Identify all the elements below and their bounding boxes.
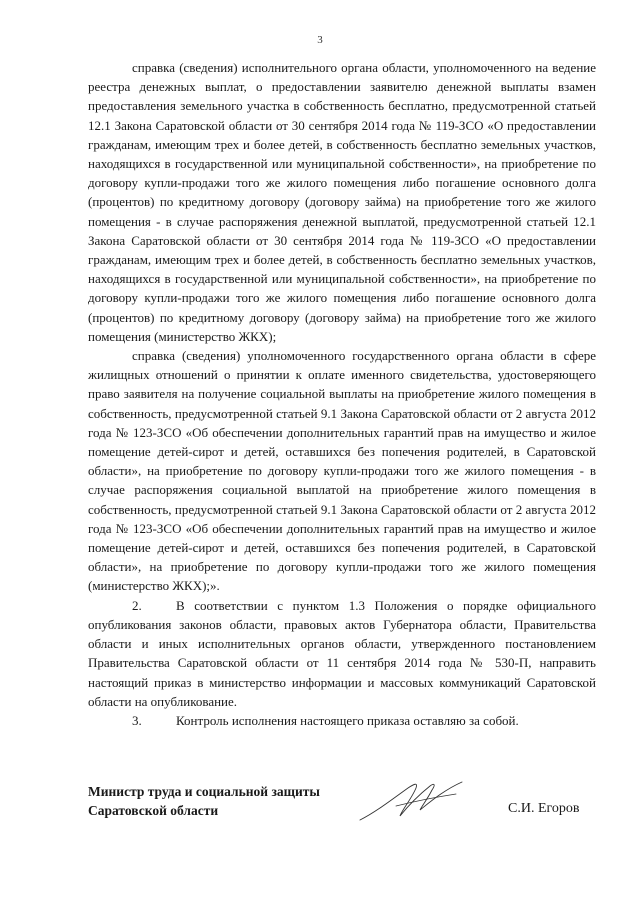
item-number: 3. — [132, 712, 142, 728]
numbered-item-publication — [88, 596, 596, 711]
item-text: Контроль исполнения настоящего приказа оставляю за собой. — [176, 712, 519, 728]
signatory-title — [88, 782, 320, 820]
item-number: 2. — [132, 597, 142, 613]
paragraph-certificate-land-payment: справка (сведения) исполнительного органа области, уполномоченного на ведение реестра денежных выплат, о предоставлении заявителю денежной выплаты взамен предоставления земельного участка в собственность бесплатно, предусмотренной статьей 12.1 Закона Саратовской области от 30 сентября 2014 года № 119-ЗСО «О предоставлении гражданам, имеющим трех и более детей, в собственность бесплатно земельных участков, находящихся в государственной или муниципальной собственности», на приобретение по договору купли-продажи того же жилого помещения либо погашение основного долга (процентов) по кредитному договору (договору займа) на приобретение того же жилого помещения - в случае распоряжения денежной выплатой, предусмотренной статьей 12.1 Закона Саратовской области от 30 сентября 2014 года № 119-ЗСО «О предоставлении гражданам, имеющим трех и более детей, в собственность бесплатно земельных участков, находящихся в государственной или муниципальной собственности», на приобретение по договору купли-продажи того же жилого помещения либо погашение основного долга (процентов) по кредитному договору (договору займа) на приобретение того же жилого помещения (министерство ЖКХ); — [88, 60, 596, 344]
paragraph-certificate-orphans-payment: справка (сведения) уполномоченного государственного органа области в сфере жилищных отношений о принятии к оплате именного свидетельства, удостоверяющего право заявителя на получение социальной выплаты на приобретение жилого помещения в собственность, предусмотренной статьей 9.1 Закона Саратовской области от 2 августа 2012 года № 123-ЗСО «Об обеспечении дополнительных гарантий прав на имущество и жилое помещение детей-сирот и детей, оставшихся без попечения родителей, в Саратовской области», на приобретение по договору купли-продажи того же жилого помещения - в случае распоряжения социальной выплатой на приобретение жилого помещения в собственность, предусмотренной статьей 9.1 Закона Саратовской области от 2 августа 2012 года № 123-ЗСО «Об обеспечении дополнительных гарантий прав на имущество и жилое помещение детей-сирот и детей, оставшихся без попечения родителей, в Саратовской области», на приобретение по договору купли-продажи того же жилого помещения (министерство ЖКХ);». — [88, 348, 596, 594]
signature-block — [88, 782, 608, 832]
signatory-title-line: Министр труда и социальной защиты — [88, 784, 320, 799]
document-body — [88, 58, 596, 730]
item-text: В соответствии с пунктом 1.3 Положения о порядке официального опубликования законов области, правовых актов Губернатора области, Правительства области и иных исполнительных органов области, утвержденного постановлением Правительства Саратовской области от 11 сентября 2014 года № 530-П, направить настоящий приказ в министерство информации и массовых коммуникаций Саратовской области на опубликование. — [88, 597, 596, 709]
signatory-title-line: Саратовской области — [88, 803, 219, 818]
handwritten-signature — [356, 776, 466, 826]
page-number: 3 — [317, 34, 323, 46]
numbered-item-control — [88, 711, 596, 730]
signatory-name: С.И. Егоров — [508, 801, 580, 816]
